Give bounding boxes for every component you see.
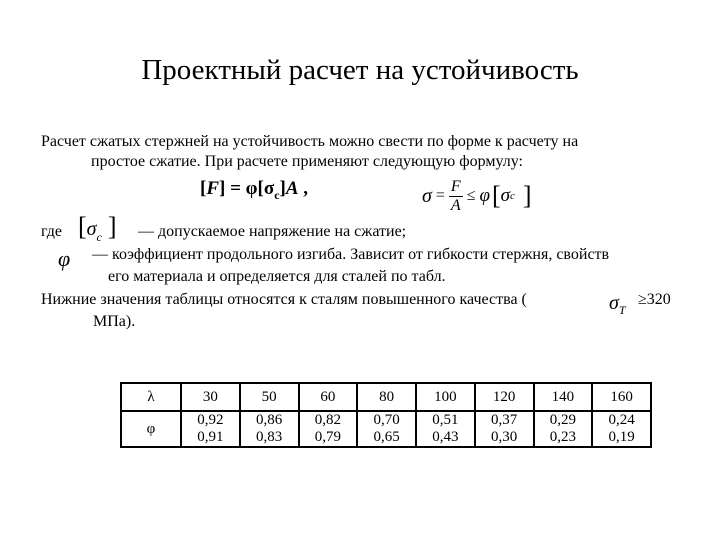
phi-upper: 0,86	[256, 412, 283, 428]
stress-den: A	[450, 196, 461, 214]
phi-table	[120, 382, 652, 448]
lambda-cell: 120	[475, 383, 534, 411]
formula-phi: φ	[245, 178, 258, 199]
stress-fraction	[449, 178, 463, 215]
stress-formula: σ = $\frac{F}{A}$ ≤ φ [ σ c ]	[422, 177, 532, 214]
phi-upper: 0,92	[197, 412, 224, 428]
lambda-row	[121, 383, 651, 411]
phi-cell	[357, 411, 416, 447]
formula-F: F	[206, 178, 220, 199]
stress-sigma2: σ	[500, 185, 511, 206]
phi-upper: 0,29	[549, 412, 576, 428]
phi-lower: 0,91	[197, 429, 224, 445]
phi-lower: 0,23	[549, 429, 576, 445]
stress-phi: φ	[479, 185, 490, 206]
note-value: ≥320	[638, 291, 671, 308]
stress-sub: c	[510, 190, 515, 202]
where-label: где	[41, 223, 63, 240]
note-line-2: МПа).	[93, 313, 136, 330]
stress-le: ≤	[466, 187, 476, 204]
formula-sub: c	[274, 187, 280, 202]
main-formula: $[F] = \varphi[\sigma_c]A$ ,	[200, 178, 309, 202]
phi-label: φ	[121, 411, 181, 447]
phi-cell	[240, 411, 299, 447]
lambda-label: λ	[121, 383, 181, 411]
phi-description-1: — коэффициент продольного изгиба. Зависит от гибкости стержня, свойств	[92, 246, 610, 263]
sigma-t-symbol: $\sigma_T$	[609, 292, 626, 317]
lambda-cell: 60	[299, 383, 358, 411]
phi-cell	[181, 411, 240, 447]
lambda-cell: 80	[357, 383, 416, 411]
phi-cell	[299, 411, 358, 447]
phi-row	[121, 411, 651, 447]
phi-cell	[475, 411, 534, 447]
phi-upper: 0,51	[432, 412, 459, 428]
phi-cell	[416, 411, 475, 447]
phi-symbol: φ	[58, 246, 71, 271]
phi-lower: 0,43	[432, 429, 459, 445]
sigma-c-symbol: [$\sigma_c$ ]	[78, 212, 117, 245]
lambda-cell: 160	[592, 383, 651, 411]
stress-sigma: σ	[422, 184, 432, 207]
phi-lower: 0,65	[373, 429, 400, 445]
phi-cell	[534, 411, 593, 447]
phi-lower: 0,79	[314, 429, 341, 445]
lambda-cell: 100	[416, 383, 475, 411]
phi-upper: 0,37	[491, 412, 518, 428]
phi-cell	[592, 411, 651, 447]
phi-description-2: его материала и определяется для сталей по табл.	[108, 268, 446, 285]
lambda-cell: 140	[534, 383, 593, 411]
phi-lower: 0,83	[256, 429, 283, 445]
intro-line-2: простое сжатие. При расчете применяют следующую формулу:	[91, 153, 523, 170]
phi-lower: 0,30	[491, 429, 518, 445]
sigma-description: — допускаемое напряжение на сжатие;	[138, 223, 407, 240]
phi-upper: 0,70	[373, 412, 400, 428]
stress-num: F	[450, 177, 461, 195]
formula-A: A	[285, 178, 299, 199]
phi-upper: 0,24	[608, 412, 635, 428]
intro-line-1: Расчет сжатых стержней на устойчивость можно свести по форме к расчету на	[41, 133, 579, 150]
phi-lower: 0,19	[608, 429, 635, 445]
lambda-cell: 30	[181, 383, 240, 411]
page-title: Проектный расчет на устойчивость	[141, 54, 579, 86]
formula-sigma: σ	[263, 178, 275, 199]
phi-upper: 0,82	[314, 412, 341, 428]
note-line-1: Нижние значения таблицы относятся к сталям повышенного качества (	[41, 291, 527, 308]
stress-eq: =	[435, 187, 445, 204]
lambda-cell: 50	[240, 383, 299, 411]
